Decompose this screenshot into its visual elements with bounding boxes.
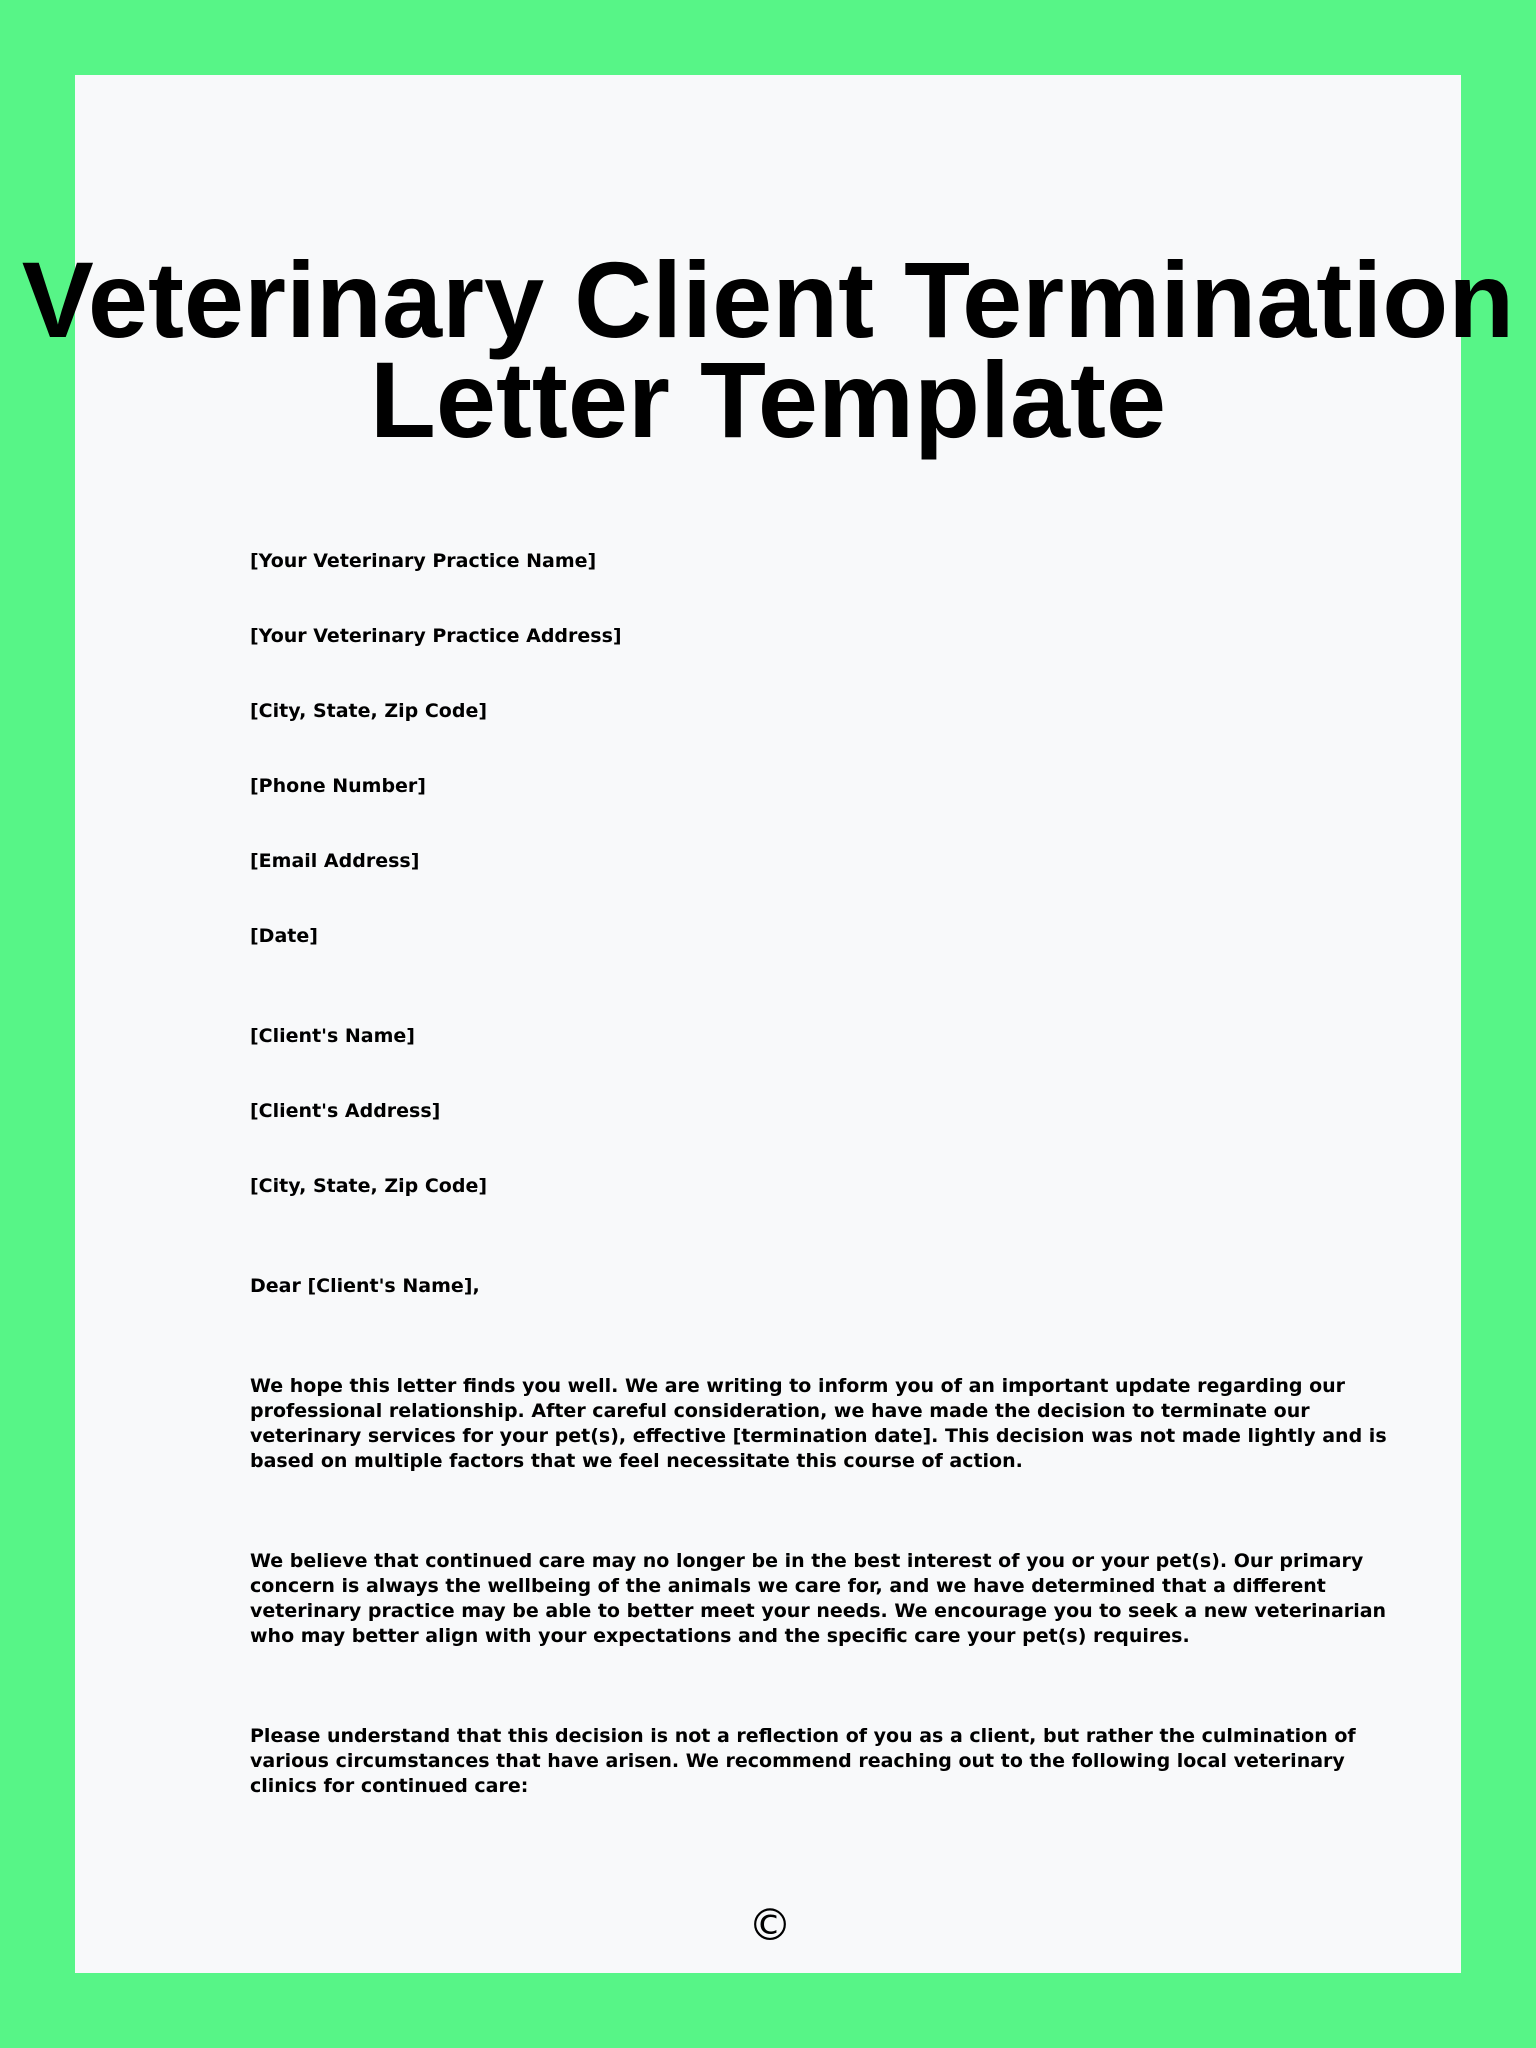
paragraph-line: professional relationship. After careful consideration, we have made the decision to terminate our xyxy=(250,1400,1310,1422)
page-title xyxy=(0,239,1536,460)
title-line-2: Letter Template xyxy=(369,339,1167,460)
copyright-icon: © xyxy=(748,1900,792,1951)
paragraph-line: based on multiple factors that we feel necessitate this course of action. xyxy=(250,1450,1023,1472)
paragraph-line: Please understand that this decision is not a reflection of you as a client, but rather the culmination of xyxy=(250,1725,1356,1747)
paragraph-line: concern is always the wellbeing of the animals we care for, and we have determined that a different xyxy=(250,1575,1326,1597)
recipient-name: [Client's Name] xyxy=(250,1025,415,1047)
salutation: Dear [Client's Name], xyxy=(250,1275,480,1297)
paragraph-line: who may better align with your expectations and the specific care your pet(s) requires. xyxy=(250,1625,1190,1647)
body-paragraph-3 xyxy=(250,1724,1356,1799)
body-paragraph-2 xyxy=(250,1549,1387,1649)
paragraph-line: veterinary services for your pet(s), effective [termination date]. This decision was not made lightly and is xyxy=(250,1425,1387,1447)
paragraph-line: veterinary practice may be able to better meet your needs. We encourage you to seek a new veterinarian xyxy=(250,1600,1387,1622)
sender-city-state-zip: [City, State, Zip Code] xyxy=(250,700,488,722)
sender-email: [Email Address] xyxy=(250,850,420,872)
paragraph-line: various circumstances that have arisen. We recommend reaching out to the following local veterinary xyxy=(250,1750,1345,1772)
recipient-address: [Client's Address] xyxy=(250,1100,441,1122)
sender-practice-address: [Your Veterinary Practice Address] xyxy=(250,625,622,647)
body-paragraph-1 xyxy=(250,1374,1387,1474)
paragraph-line: We hope this letter finds you well. We are writing to inform you of an important update regarding our xyxy=(250,1375,1346,1397)
paragraph-line: We believe that continued care may no longer be in the best interest of you or your pet(s). Our primary xyxy=(250,1550,1364,1572)
paragraph-line: clinics for continued care: xyxy=(250,1775,529,1797)
title-line-1: Veterinary Client Termination xyxy=(21,239,1515,360)
sender-phone: [Phone Number] xyxy=(250,775,426,797)
recipient-city-state-zip: [City, State, Zip Code] xyxy=(250,1175,488,1197)
letter-date: [Date] xyxy=(250,925,318,947)
sender-practice-name: [Your Veterinary Practice Name] xyxy=(250,550,597,572)
